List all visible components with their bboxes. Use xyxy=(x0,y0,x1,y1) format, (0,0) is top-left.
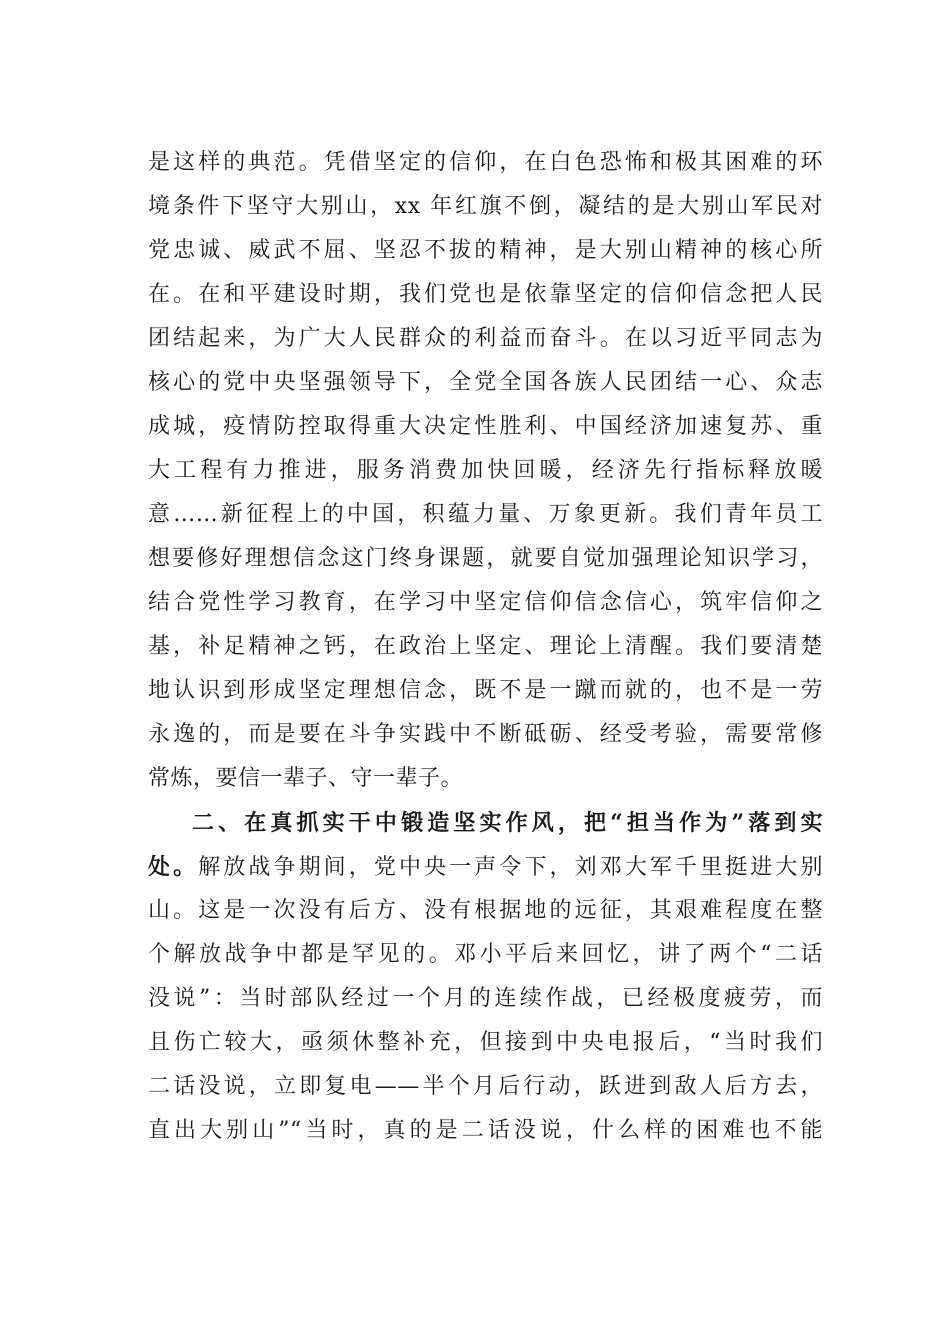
paragraph-line: 意……新征程上的中国，积蕴力量、万象更新。我们青年员工 xyxy=(148,502,823,527)
paragraph-text: 解放战争期间，党中央一声令下，刘邓大军千里挺进大别 xyxy=(198,855,823,880)
paragraph-1 xyxy=(148,141,823,801)
paragraph-line: 直出大别山”“当时，真的是二话没说，什么样的困难也不能 xyxy=(148,1118,823,1143)
paragraph-line: 没说”：当时部队经过一个月的连续作战，已经极度疲劳，而 xyxy=(148,986,823,1011)
paragraph-line: 团结起来，为广大人民群众的利益而奋斗。在以习近平同志为 xyxy=(148,326,823,351)
paragraph-line: 结合党性学习教育，在学习中坚定信仰信念信心，筑牢信仰之 xyxy=(148,590,823,615)
section-heading-end: 处。 xyxy=(148,854,199,880)
section-2 xyxy=(148,801,823,1153)
paragraph-line: 常炼，要信一辈子、守一辈子。 xyxy=(148,766,464,791)
paragraph-line: 且伤亡较大，亟须休整补充，但接到中央电报后，“当时我们 xyxy=(148,1030,823,1055)
paragraph-line: 大工程有力推进，服务消费加快回暖，经济先行指标释放暖 xyxy=(148,458,823,483)
paragraph-line: 基，补足精神之钙，在政治上坚定、理论上清醒。我们要清楚 xyxy=(148,634,823,659)
paragraph-line: 地认识到形成坚定理想信念，既不是一蹴而就的，也不是一劳 xyxy=(148,678,823,703)
paragraph-line: 成城，疫情防控取得重大决定性胜利、中国经济加速复苏、重 xyxy=(148,414,823,439)
section-heading-continuation xyxy=(148,845,823,889)
section-heading: 二、在真抓实干中锻造坚实作风，把“担当作为”落到实 xyxy=(192,810,823,836)
paragraph-line: 境条件下坚守大别山，xx 年红旗不倒，凝结的是大别山军民对 xyxy=(148,194,823,219)
paragraph-line: 想要修好理想信念这门终身课题，就要自觉加强理论知识学习， xyxy=(148,546,823,571)
paragraph-line: 永逸的，而是要在斗争实践中不断砥砺、经受考验，需要常修 xyxy=(148,722,823,747)
paragraph-line: 在。在和平建设时期，我们党也是依靠坚定的信仰信念把人民 xyxy=(148,282,823,307)
paragraph-line: 党忠诚、威武不屈、坚忍不拔的精神，是大别山精神的核心所 xyxy=(148,238,823,263)
document-body xyxy=(148,141,823,1153)
paragraph-line: 个解放战争中都是罕见的。邓小平后来回忆，讲了两个“二话 xyxy=(148,942,823,967)
paragraph-line: 核心的党中央坚强领导下，全党全国各族人民团结一心、众志 xyxy=(148,370,823,395)
paragraph-line: 二话没说，立即复电——半个月后行动，跃进到敌人后方去， xyxy=(148,1074,823,1099)
paragraph-line: 是这样的典范。凭借坚定的信仰，在白色恐怖和极其困难的环 xyxy=(148,150,823,175)
paragraph-line: 山。这是一次没有后方、没有根据地的远征，其艰难程度在整 xyxy=(148,898,823,923)
